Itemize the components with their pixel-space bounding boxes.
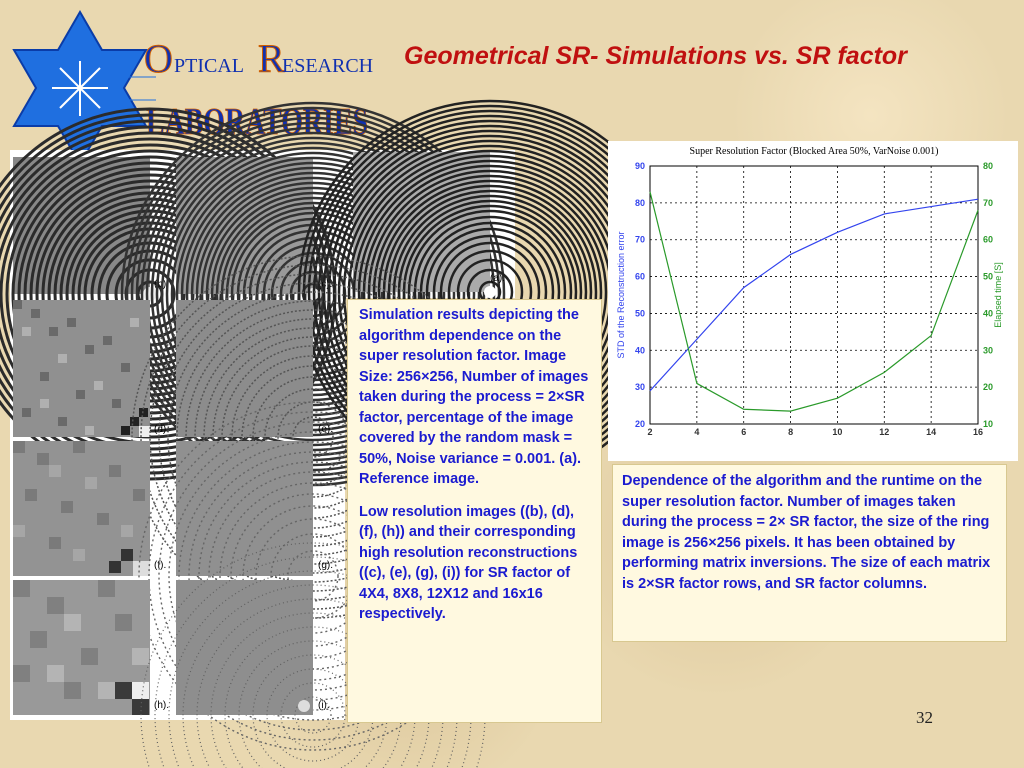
image-label-g: (g). (318, 560, 333, 571)
y-axis-label: STD of the Reconstruction error (616, 231, 626, 359)
x-tick-label: 10 (832, 427, 843, 437)
image-a (353, 152, 490, 292)
image-label-a: (a). (490, 273, 505, 284)
y2-tick-label: 10 (983, 419, 994, 429)
simulation-description-box (347, 299, 602, 723)
x-tick-label: 8 (788, 427, 794, 437)
y2-tick-label: 40 (983, 308, 994, 319)
y2-tick-label: 20 (983, 382, 994, 393)
y2-axis-label: Elapsed time [S] (993, 262, 1003, 328)
image-d (13, 300, 150, 437)
logo-word-research: ESEARCH (282, 55, 374, 77)
x-tick-label: 16 (972, 427, 984, 437)
x-tick-label: 2 (647, 427, 653, 437)
y2-tick-label: 70 (983, 197, 994, 208)
logo-word-optical: PTICAL (174, 55, 244, 77)
slide-title: Geometrical SR- Simulations vs. SR factor (404, 42, 907, 70)
sr-factor-chart (608, 141, 1018, 461)
runtime-description-paragraph: Dependence of the algorithm and the runtime on the super resolution factor. Number of images taken during the process = 2× SR factor, the size of the ring image is 256×256 pixels. It has been obtained by performing matrix inversions. The size of each matrix is 2×SR factor rows, and SR factor columns. (622, 473, 991, 592)
image-e (176, 300, 313, 437)
y-tick-label: 80 (634, 197, 645, 208)
y-tick-label: 20 (634, 419, 645, 429)
y-tick-label: 40 (634, 345, 645, 356)
x-tick-label: 6 (741, 427, 747, 437)
y-tick-label: 70 (634, 234, 645, 245)
chart-title: Super Resolution Factor (Blocked Area 50%, VarNoise 0.001) (689, 146, 939, 157)
image-label-e: (e). (318, 424, 333, 435)
image-label-b: (b). (154, 279, 169, 290)
x-tick-label: 4 (694, 427, 700, 437)
image-g (176, 441, 313, 576)
logo-letter-r: R (258, 36, 285, 81)
image-c (176, 157, 313, 294)
sparkle-icon (52, 61, 108, 116)
page-number: 32 (916, 708, 933, 727)
y-tick-label: 90 (634, 161, 645, 171)
x-tick-label: 12 (879, 427, 890, 437)
image-label-c: (c). (318, 279, 333, 290)
image-b (13, 157, 150, 294)
image-i (176, 580, 313, 715)
y-tick-label: 60 (634, 271, 645, 282)
y2-tick-label: 50 (983, 271, 994, 282)
y-tick-label: 30 (634, 382, 645, 393)
chart-svg (608, 141, 1018, 461)
image-label-h: (h). (154, 700, 169, 711)
image-h (13, 580, 150, 715)
y2-tick-label: 60 (983, 234, 994, 245)
x-tick-label: 14 (926, 427, 937, 437)
y2-tick-label: 80 (983, 161, 994, 171)
image-label-f: (f). (154, 560, 167, 571)
image-f (13, 441, 150, 576)
image-label-d: (d). (154, 424, 169, 435)
logo-letter-o: O (144, 36, 173, 81)
runtime-description-box (612, 464, 1007, 642)
simulation-description-paragraph: Simulation results depicting the algorithm dependence on the super resolution factor. Image Size: 256×256, Number of images taken during the process = 2×SR factor, percentage of the image covered by the random mask = 50%, Noise variance = 0.001. (a). Reference image. (359, 307, 589, 487)
logo-word-laboratories: LABORATORIES (146, 101, 368, 143)
y-tick-label: 50 (634, 308, 645, 319)
y2-tick-label: 30 (983, 345, 994, 356)
low-resolution-description-paragraph: Low resolution images ((b), (d), (f), (h)) and their corresponding high resolution reconstructions ((c), (e), (g), (i)) for SR factor of 4X4, 8X8, 12X12 and 16x16 respectively. (359, 503, 578, 622)
image-label-i: (i). (318, 700, 330, 711)
